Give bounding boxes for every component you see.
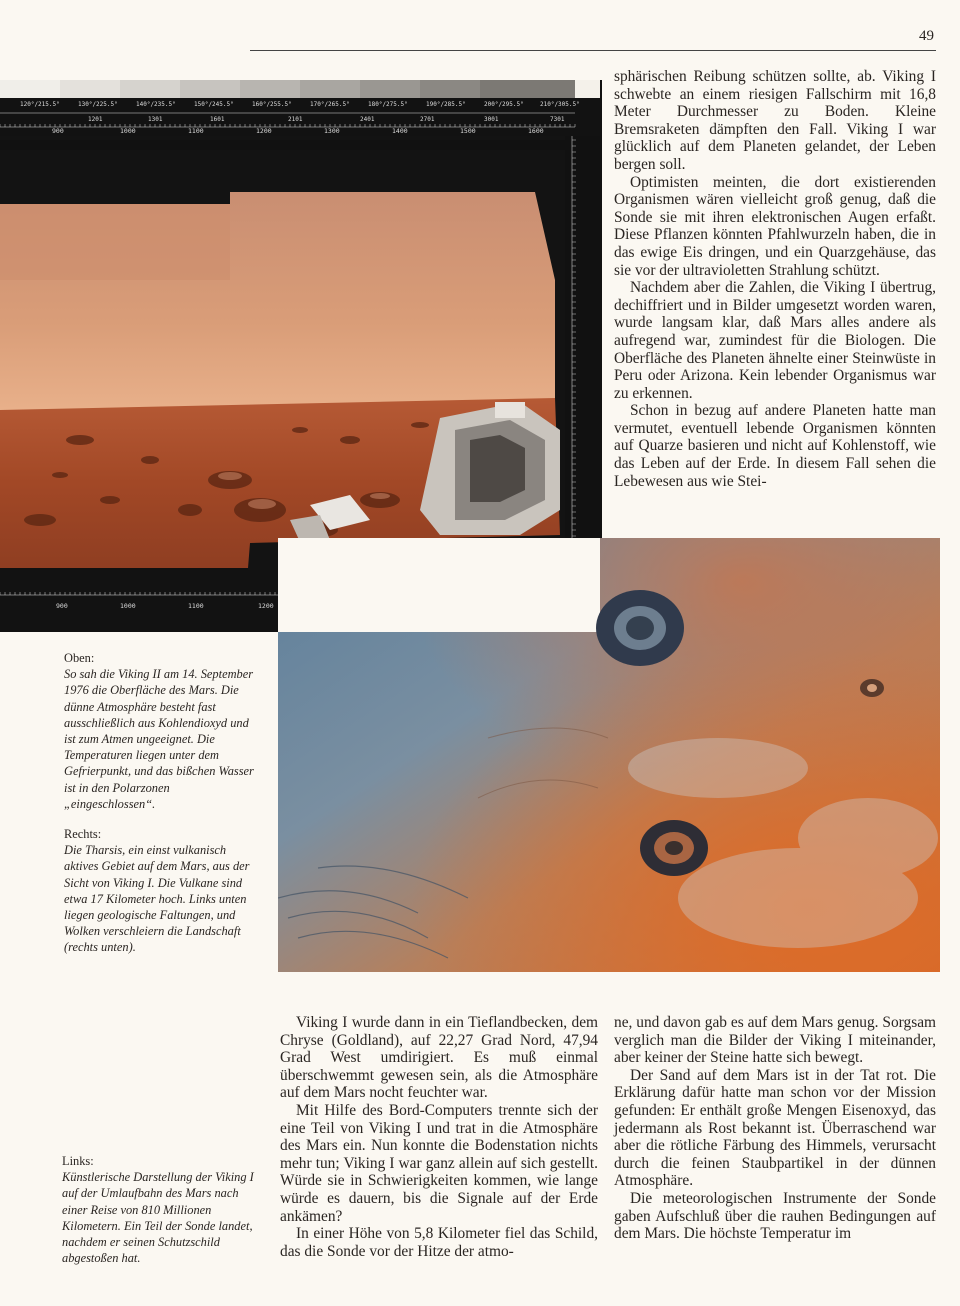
scale-label: 190°/285.5° xyxy=(426,101,466,108)
paragraph: In einer Höhe von 5,8 Kilometer fiel das Schild, das die Sonde vor der Hitze der atmo- xyxy=(280,1225,598,1260)
caption-text: Künstlerische Darstellung der Viking I auf der Umlaufbahn des Mars nach einer Reise von 810 Millionen Kilometern. Ein Teil der Sonde landet, nachdem er seinen Schutzschild abgestoßen hat. xyxy=(62,1170,254,1266)
volcano-small xyxy=(860,679,884,697)
paragraph: ne, und davon gab es auf dem Mars genug. Sorgsam verglich man die Bilder der Viking I miteinander, aber keiner der Steine hatte sich bewegt. xyxy=(614,1014,936,1067)
body-column-bottom-right xyxy=(614,1014,936,1243)
scale-number: 1201 xyxy=(88,116,103,123)
scale-number: 3001 xyxy=(484,116,499,123)
scale-tick-label: 900 xyxy=(56,602,68,610)
caption-links xyxy=(62,1153,262,1266)
scale-number: 1301 xyxy=(148,116,163,123)
paragraph: sphärischen Reibung schützen sollte, ab. Viking I schwebte an einem riesigen Fallschirm mit 16,8 Meter Durchmesser zu Boden. Kleine Bremsraketen dämpften den Fall. Viking I war glücklich auf dem Planeten gelandet, der Leben bergen soll. xyxy=(614,68,936,173)
caption-text: Die Tharsis, ein einst vulkanisch aktives Gebiet auf dem Mars, aus der Sicht von Viking I. Die Vulkane sind etwa 17 Kilometer hoch. Links unten liegen geologische Faltungen, und Wolken verschleiern die Landschaft (rechts unten). xyxy=(64,843,250,955)
caption-oben xyxy=(64,650,260,812)
paragraph: Die meteorologischen Instrumente der Sonde gaben Aufschluß über die rauhen Bedingungen auf dem Mars. Die höchste Temperatur im xyxy=(614,1189,936,1243)
caption-text: So sah die Viking II am 14. September 1976 die Oberfläche des Mars. Die dünne Atmosphäre besteht fast ausschließlich aus Kohlendioxyd und ist zum Atmen ungeeignet. Die Temperaturen liegen unter dem Gefrierpunkt, und das bißchen Wasser ist in den Polarzonen „eingeschlossen“. xyxy=(64,667,254,811)
scale-tick-label: 1600 xyxy=(528,127,544,135)
tharsis-orbital-photo xyxy=(278,538,940,972)
scale-number: 7301 xyxy=(550,116,565,123)
mars-surface xyxy=(0,140,565,570)
caption-label: Rechts: xyxy=(64,827,102,841)
volcano-pavonis xyxy=(640,820,708,876)
page-number: 49 xyxy=(919,28,934,44)
scale-tick-label: 1100 xyxy=(188,602,204,610)
body-column-top-right xyxy=(614,68,936,490)
scale-label: 140°/235.5° xyxy=(136,101,176,108)
scale-number: 2101 xyxy=(288,116,303,123)
volcano-arsia xyxy=(596,590,684,666)
scale-label: 120°/215.5° xyxy=(20,101,60,108)
scale-label: 200°/295.5° xyxy=(484,101,524,108)
scale-tick-label: 1300 xyxy=(324,127,340,135)
scale-tick-label: 900 xyxy=(52,127,64,135)
scale-tick-label: 1400 xyxy=(392,127,408,135)
paragraph: Der Sand auf dem Mars ist in der Tat rot. Die Erklärung dafür hatte man schon vor der Mission gefunden: Er enthält große Mengen Eisenoxyd, das jedermann als Rost bekannt ist. Überraschend war aber die rötliche Färbung des Himmels, verursacht durch die feinen Staubpartikel in der dünnen Atmosphäre. xyxy=(614,1066,936,1190)
body-column-bottom-middle xyxy=(280,1014,598,1260)
scale-tick-label: 1200 xyxy=(258,602,274,610)
scale-number: 2701 xyxy=(420,116,435,123)
scale-tick-label: 1200 xyxy=(256,127,272,135)
paragraph: Mit Hilfe des Bord-Computers trennte sich der eine Teil von Viking I und trat in die Atmosphäre des Mars ein. Nun konnte die Bodenstation nichts mehr tun; Viking I war ganz allein auf sich gestellt. Würde sie in Schwierigkeiten kommen, wie lange würde es dauern, bis die Signale auf der Erde ankämen? xyxy=(280,1101,598,1225)
scale-label: 130°/225.5° xyxy=(78,101,118,108)
scale-tick-label: 1500 xyxy=(460,127,476,135)
caption-rechts xyxy=(64,826,260,956)
scale-number: 1601 xyxy=(210,116,225,123)
scale-label: 180°/275.5° xyxy=(368,101,408,108)
calibration-strip xyxy=(0,80,575,98)
scale-label: 160°/255.5° xyxy=(252,101,292,108)
scale-tick-label: 1000 xyxy=(120,127,136,135)
caption-label: Links: xyxy=(62,1154,94,1168)
scale-label: 150°/245.5° xyxy=(194,101,234,108)
scale-number: 2401 xyxy=(360,116,375,123)
header-rule xyxy=(250,50,936,51)
paragraph: Viking I wurde dann in ein Tieflandbecken, dem Chryse (Goldland), auf 22,27 Grad Nord, 47,94 Grad West umdirigiert. Es muß einmal überschwemmt gewesen sein, als die Atmosphäre auf dem Mars nocht feuchter war. xyxy=(280,1014,598,1102)
scale-tick-label: 1000 xyxy=(120,602,136,610)
scale-tick-label: 1100 xyxy=(188,127,204,135)
caption-label: Oben: xyxy=(64,651,95,665)
paragraph: Optimisten meinten, die dort existierenden Organismen wären vielleicht groß genug, daß die Sonde sie mit ihren elektronischen Augen erfaßt. Diese Pflanzen könnten Pfahlwurzeln haben, die in das ewige Eis dringen, und ein Quarzgehäuse, das sie vor der ultravioletten Strahlung schützt. xyxy=(614,173,936,279)
scale-label: 210°/305.5° xyxy=(540,101,580,108)
scale-label: 170°/265.5° xyxy=(310,101,350,108)
paragraph: Nachdem aber die Zahlen, die Viking I übertrug, dechiffriert und in Bilder umgesetzt worden waren, wurde langsam klar, daß Mars alles andere als aufregend war, zumindest für die Biologen. Die Oberfläche des Planeten ähnelte einer Steinwüste in Peru oder Arizona. Kein lebender Organismus war zu erkennen. xyxy=(614,279,936,402)
paragraph: Schon in bezug auf andere Planeten hatte man vermutet, eventuell lebende Organismen könnten auf Quarze basieren und nicht auf Kohlenstoff, wie das Leben auf der Erde. In diesem Fall sehen die Lebewesen aus wie Stei- xyxy=(614,402,936,490)
